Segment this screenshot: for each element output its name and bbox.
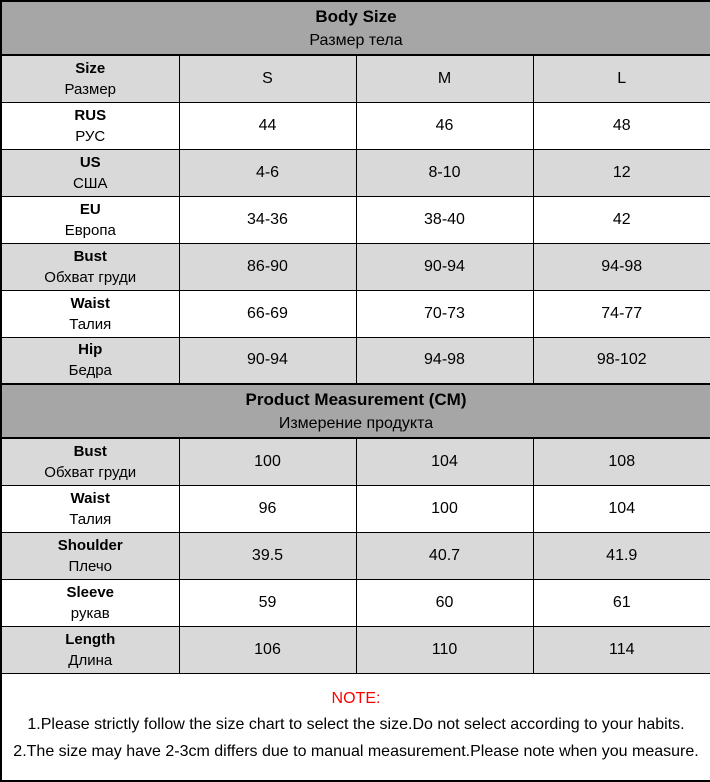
product-measurement-title-en: Product Measurement (CM)	[245, 389, 467, 409]
row-label-en: Length	[65, 630, 116, 648]
row-label-en: Waist	[70, 294, 110, 312]
row-label-ru: Длина	[68, 651, 113, 669]
row-length	[1, 626, 710, 673]
row-waist-product	[1, 485, 710, 532]
length-s-value: 106	[179, 626, 356, 673]
row-label-cell	[1, 243, 179, 290]
row-bust-body	[1, 243, 710, 290]
us-l-value: 12	[533, 149, 710, 196]
row-shoulder	[1, 532, 710, 579]
note-cell	[1, 673, 710, 781]
row-label-cell	[1, 337, 179, 384]
size-l-value: L	[533, 55, 710, 102]
shoulder-l-value: 41.9	[533, 532, 710, 579]
row-label-ru: РУС	[75, 127, 106, 145]
sleeve-l-value: 61	[533, 579, 710, 626]
length-m-value: 110	[356, 626, 533, 673]
row-sleeve	[1, 579, 710, 626]
hip-m-value: 94-98	[356, 337, 533, 384]
row-label-cell	[1, 532, 179, 579]
product-measurement-section-header	[1, 384, 710, 438]
row-bust-product	[1, 438, 710, 485]
waist-s-value: 66-69	[179, 290, 356, 337]
eu-l-value: 42	[533, 196, 710, 243]
us-s-value: 4-6	[179, 149, 356, 196]
row-label-ru: Талия	[69, 510, 112, 528]
pm-waist-m-value: 100	[356, 485, 533, 532]
row-label-en: Sleeve	[66, 583, 115, 601]
eu-s-value: 34-36	[179, 196, 356, 243]
sleeve-s-value: 59	[179, 579, 356, 626]
pm-waist-s-value: 96	[179, 485, 356, 532]
row-label-ru: Европа	[64, 221, 116, 239]
row-label-en: Bust	[73, 442, 107, 460]
row-label-cell	[1, 626, 179, 673]
row-size	[1, 55, 710, 102]
body-size-section-header	[1, 1, 710, 55]
rus-s-value: 44	[179, 102, 356, 149]
row-label-en: EU	[79, 200, 101, 218]
row-us	[1, 149, 710, 196]
pm-bust-m-value: 104	[356, 438, 533, 485]
sleeve-m-value: 60	[356, 579, 533, 626]
note-title: NOTE:	[331, 689, 381, 707]
length-l-value: 114	[533, 626, 710, 673]
row-label-en: Waist	[70, 489, 110, 507]
row-label-ru: США	[72, 174, 108, 192]
size-m-value: M	[356, 55, 533, 102]
row-label-en: Shoulder	[57, 536, 123, 554]
row-hip	[1, 337, 710, 384]
row-label-en: Bust	[73, 247, 107, 265]
row-label-cell	[1, 290, 179, 337]
bust-s-value: 86-90	[179, 243, 356, 290]
row-label-ru: Плечо	[68, 557, 113, 575]
shoulder-s-value: 39.5	[179, 532, 356, 579]
eu-m-value: 38-40	[356, 196, 533, 243]
waist-l-value: 74-77	[533, 290, 710, 337]
row-label-ru: Размер	[64, 80, 117, 98]
row-label-en: US	[79, 153, 101, 171]
row-label-en: RUS	[74, 106, 107, 124]
row-label-ru: рукав	[70, 604, 110, 622]
size-s-value: S	[179, 55, 356, 102]
pm-waist-l-value: 104	[533, 485, 710, 532]
row-label-cell	[1, 485, 179, 532]
bust-l-value: 94-98	[533, 243, 710, 290]
hip-l-value: 98-102	[533, 337, 710, 384]
hip-s-value: 90-94	[179, 337, 356, 384]
row-label-en: Hip	[78, 341, 103, 359]
body-size-title-en: Body Size	[315, 6, 397, 26]
body-size-title-ru: Размер тела	[309, 31, 403, 49]
rus-m-value: 46	[356, 102, 533, 149]
row-label-cell	[1, 196, 179, 243]
bust-m-value: 90-94	[356, 243, 533, 290]
row-label-ru: Обхват груди	[44, 268, 137, 286]
waist-m-value: 70-73	[356, 290, 533, 337]
row-waist-body	[1, 290, 710, 337]
note-line-1: 1.Please strictly follow the size chart to select the size.Do not select according to your habits.	[27, 715, 685, 733]
row-label-cell	[1, 55, 179, 102]
row-rus	[1, 102, 710, 149]
rus-l-value: 48	[533, 102, 710, 149]
row-label-ru: Обхват груди	[44, 463, 137, 481]
row-label-cell	[1, 579, 179, 626]
row-label-cell	[1, 438, 179, 485]
row-label-ru: Талия	[69, 315, 112, 333]
body-size-header-cell	[1, 1, 710, 55]
note-line-2: 2.The size may have 2-3cm differs due to manual measurement.Please note when you measure.	[13, 742, 699, 760]
pm-bust-s-value: 100	[179, 438, 356, 485]
product-measurement-header-cell	[1, 384, 710, 438]
row-label-cell	[1, 149, 179, 196]
row-label-ru: Бедра	[68, 362, 112, 380]
us-m-value: 8-10	[356, 149, 533, 196]
note-section	[1, 673, 710, 781]
row-label-en: Size	[75, 59, 106, 77]
row-label-cell	[1, 102, 179, 149]
product-measurement-title-ru: Измерение продукта	[278, 414, 434, 432]
pm-bust-l-value: 108	[533, 438, 710, 485]
row-eu	[1, 196, 710, 243]
shoulder-m-value: 40.7	[356, 532, 533, 579]
